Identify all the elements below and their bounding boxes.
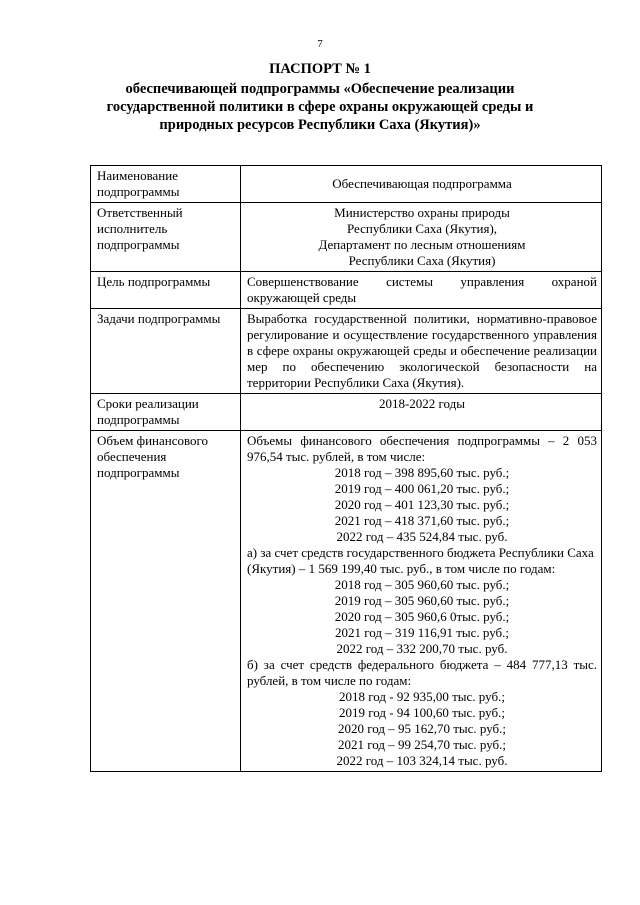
funding-total-year: 2020 год – 401 123,30 тыс. руб.; <box>334 497 510 512</box>
label-tasks: Задачи подпрограммы <box>91 309 241 394</box>
label-name: Наименование подпрограммы <box>91 166 241 203</box>
value-funding <box>241 431 602 772</box>
funding-intro: Объемы финансового обеспечения подпрограммы – 2 053 976,54 тыс. рублей, в том числе: <box>247 433 597 464</box>
passport-title: ПАСПОРТ № 1 <box>269 61 371 77</box>
funding-total-year: 2018 год – 398 895,60 тыс. руб.; <box>334 465 510 480</box>
state-budget-intro: а) за счет средств государственного бюджета Республики Саха (Якутия) – 1 569 199,40 тыс. руб., в том числе по годам: <box>247 545 594 576</box>
funding-total-year: 2021 год – 418 371,60 тыс. руб.; <box>334 513 510 528</box>
federal-budget-intro: б) за счет средств федерального бюджета – 484 777,13 тыс. рублей, в том числе по годам: <box>247 657 597 688</box>
funding-total-year: 2019 год – 400 061,20 тыс. руб.; <box>334 481 510 496</box>
row-name <box>91 166 602 203</box>
subprogram-title-line-2: государственной политики в сфере охраны окружающей среды и <box>106 99 534 115</box>
federal-budget-year: 2018 год - 92 935,00 тыс. руб.; <box>339 689 505 704</box>
funding-total-year: 2022 год – 435 524,84 тыс. руб. <box>336 529 508 544</box>
passport-table <box>90 165 602 772</box>
label-terms: Сроки реализации подпрограммы <box>91 394 241 431</box>
federal-budget-year: 2019 год - 94 100,60 тыс. руб.; <box>339 705 505 720</box>
subprogram-title-line-3: природных ресурсов Республики Саха (Якутия)» <box>159 117 481 133</box>
row-funding <box>91 431 602 772</box>
row-terms <box>91 394 602 431</box>
row-goal <box>91 272 602 309</box>
state-budget-year: 2022 год – 332 200,70 тыс. руб. <box>336 641 508 656</box>
value-goal: Совершенствование системы управления охраной окружающей среды <box>241 272 602 309</box>
page-number: 7 <box>317 38 323 50</box>
state-budget-year: 2021 год – 319 116,91 тыс. руб.; <box>334 625 510 640</box>
value-responsible: Министерство охраны природы Республики Саха (Якутия), Департамент по лесным отношениям Республики Саха (Якутия) <box>241 203 602 272</box>
label-responsible: Ответственный исполнитель подпрограммы <box>91 203 241 272</box>
label-funding: Объем финансового обеспечения подпрограммы <box>91 431 241 772</box>
federal-budget-year: 2020 год – 95 162,70 тыс. руб.; <box>337 721 507 736</box>
state-budget-year: 2018 год – 305 960,60 тыс. руб.; <box>334 577 510 592</box>
subprogram-title-line-1: обеспечивающей подпрограммы «Обеспечение реализации <box>125 81 515 97</box>
state-budget-year: 2019 год – 305 960,60 тыс. руб.; <box>334 593 510 608</box>
row-tasks <box>91 309 602 394</box>
value-tasks: Выработка государственной политики, нормативно-правовое регулирование и осуществление государственного управления в сфере охраны окружающей среды и обеспечение реализации мер по обеспечению экологической безопасности на территории Республики Саха (Якутия). <box>241 309 602 394</box>
value-name: Обеспечивающая подпрограмма <box>241 166 602 203</box>
label-goal: Цель подпрограммы <box>91 272 241 309</box>
row-responsible <box>91 203 602 272</box>
state-budget-year: 2020 год – 305 960,6 0тыс. руб.; <box>334 609 510 624</box>
value-terms: 2018-2022 годы <box>241 394 602 431</box>
federal-budget-year: 2021 год – 99 254,70 тыс. руб.; <box>337 737 507 752</box>
federal-budget-year: 2022 год – 103 324,14 тыс. руб. <box>336 753 508 768</box>
